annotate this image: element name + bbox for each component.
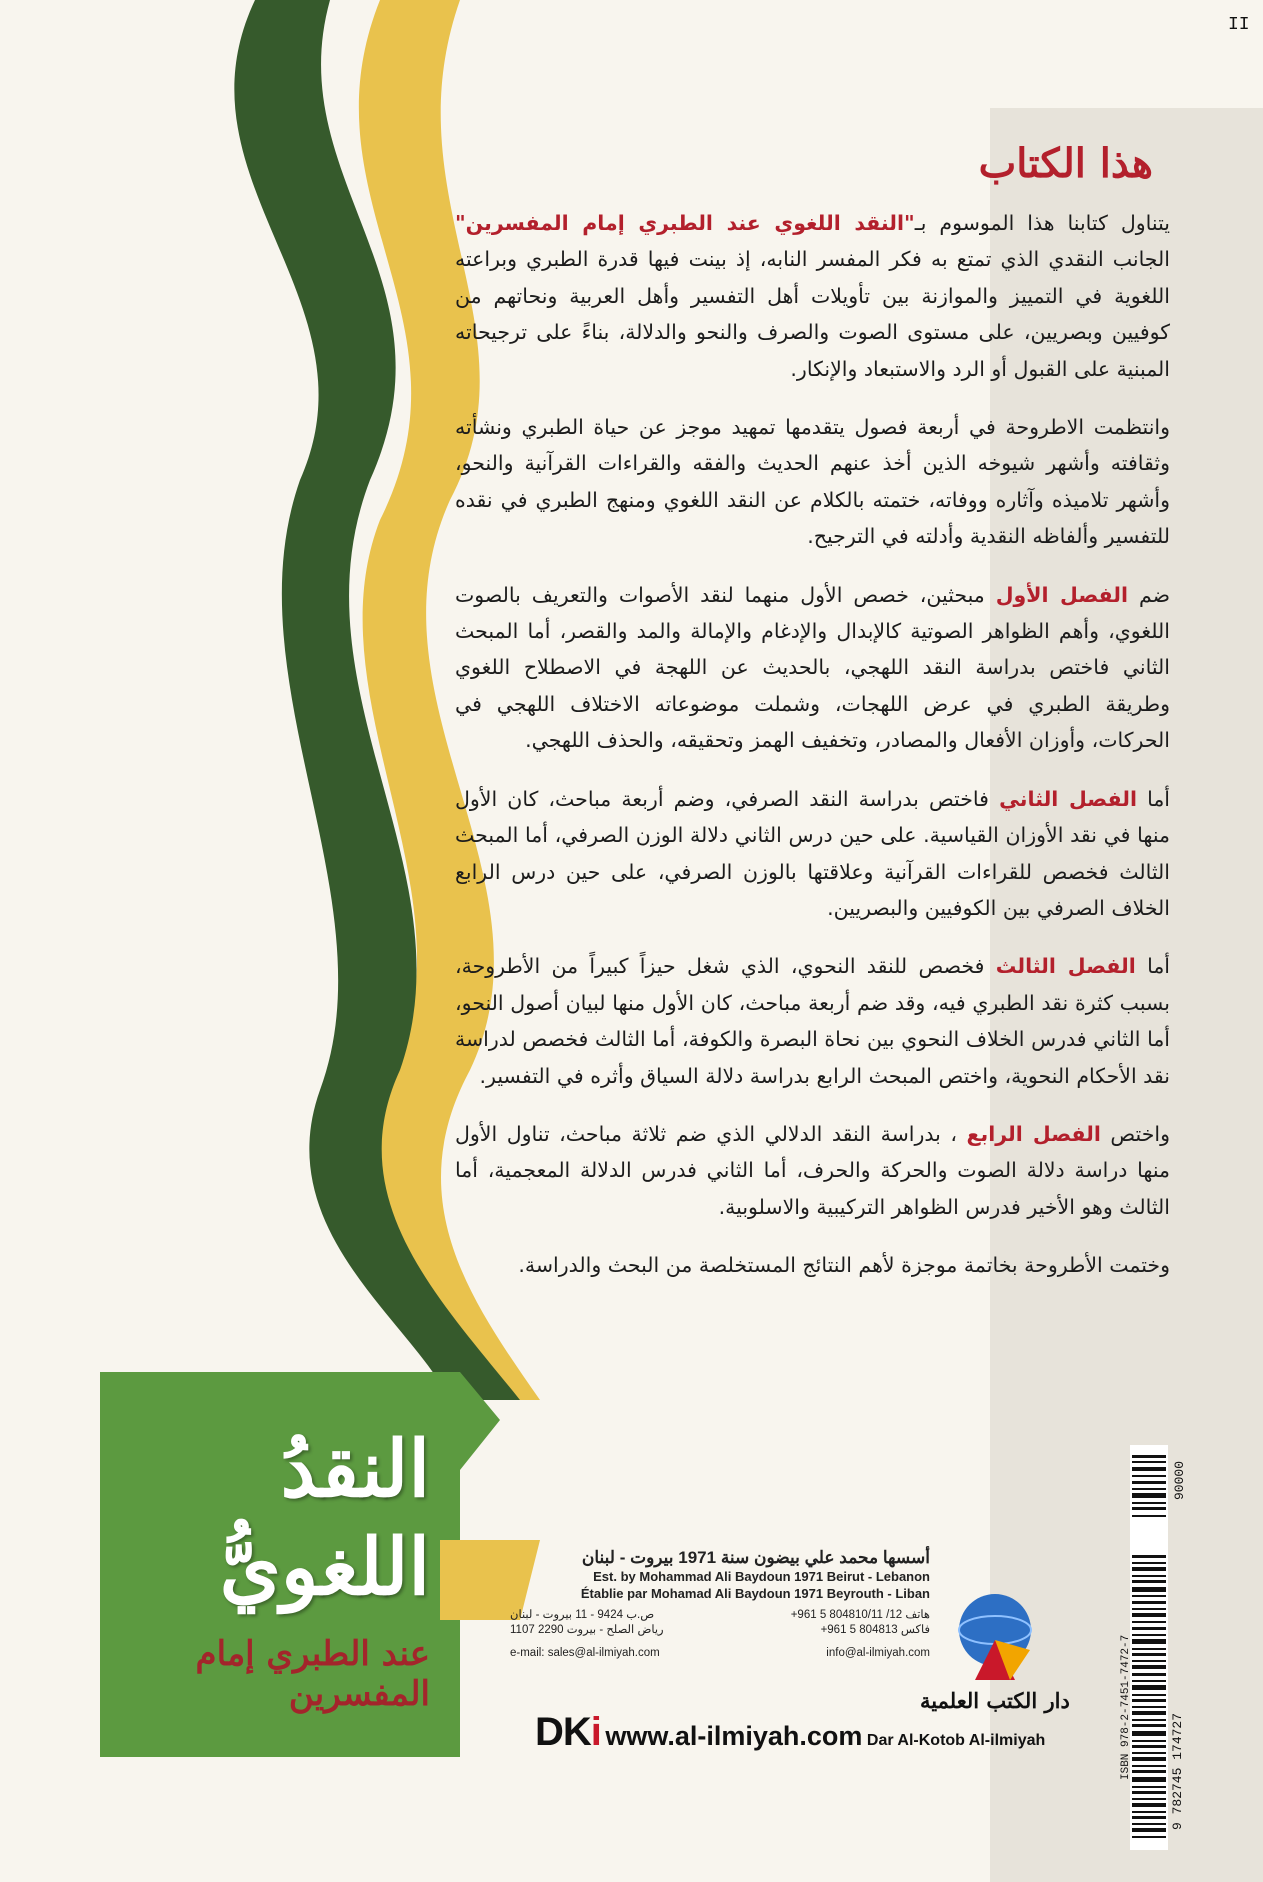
founded-french: Établie par Mohamad Ali Baydoun 1971 Beyrouth - Liban: [580, 1586, 930, 1601]
publisher-brand-row: [535, 1710, 1045, 1755]
paragraph-2: وانتظمت الاطروحة في أربعة فصول يتقدمها تمهيد موجز عن حياة الطبري ونشأته وثقافته وأشهر شيوخه الذين أخذ عنهم الحديث والفقه والقراءات القرآنية والنحو، وأشهر تلاميذه وآثاره ووفاته، ختمته بالكلام عن النقد اللغوي ومنهج الطبري في نقده للتفسير وألفاظه النقدية وأدلته في الترجيح.: [455, 415, 1170, 549]
barcode: [1130, 1445, 1168, 1850]
barcode-digits: 9 782745 174727: [1170, 1712, 1185, 1830]
street-address: رياض الصلح - بيروت 2290 1107: [510, 1624, 664, 1636]
po-box: ص.ب 9424 - 11 بيروت - لبنان: [510, 1609, 655, 1621]
paragraph-7: وختمت الأطروحة بخاتمة موجزة لأهم النتائج المستخلصة من البحث والدراسة.: [518, 1253, 1170, 1278]
paragraph-4: أما الفصل الثاني فاختص بدراسة النقد الصرفي، وضم أربعة مباحث، كان الأول منها في نقد الأوزان القياسية. على حين درس الثاني دلالة الوزن الصرفي، أما المبحث الثالث فخصص للقراءات القرآنية وعلاقتها بالوزن الصرفي، على حين درس الرابع الخلاف الصرفي بين الكوفيين والبصريين.: [455, 786, 1170, 920]
founded-english: Est. by Mohammad Ali Baydoun 1971 Beirut - Lebanon: [593, 1569, 930, 1584]
publisher-info: [510, 1548, 930, 1661]
corner-mark: II: [1228, 15, 1250, 35]
fax-number: فاكس 804813 5 961+: [820, 1624, 930, 1636]
paragraph-5: أما الفصل الثالث فخصص للنقد النحوي، الذي شغل حيزاً كبيراً من الأطروحة، بسبب كثرة نقد الطبري فيه، وقد ضم أربعة مباحث، كان الأول منها لبيان أصول النحو، أما الثاني فدرس الخلاف النحوي بين نحاة البصرة والكوفة، أما الثالث فخصص لدراسة نقد الأحكام النحوية، واختص المبحث الرابع بدراسة دلالة السياق وأثره في التفسير.: [455, 954, 1170, 1088]
section-heading: هذا الكتاب: [978, 140, 1153, 187]
info-email: info@al-ilmiyah.com: [826, 1647, 930, 1659]
isbn-number: ISBN 978-2-7451-7472-7: [1120, 1634, 1132, 1780]
book-title-box: [100, 1372, 460, 1757]
title-line-1: النقدُ: [280, 1424, 430, 1515]
description-text: [455, 205, 1170, 1306]
email-address: e-mail: sales@al-ilmiyah.com: [510, 1647, 660, 1659]
founded-arabic: أسسها محمد علي بيضون سنة 1971 بيروت - لبنان: [581, 1548, 930, 1567]
title-line-2: اللغويُّ: [219, 1522, 430, 1613]
publisher-name-arabic: دار الكتب العلمية: [920, 1688, 1070, 1713]
dki-logo-i-icon: i: [590, 1710, 601, 1754]
globe-logo-icon: [935, 1590, 1055, 1680]
contact-row-1: [510, 1608, 930, 1623]
publisher-name-english: Dar Al-Kotob Al-ilmiyah: [866, 1732, 1046, 1749]
dki-logo: DK: [535, 1710, 591, 1754]
contact-row-3: [510, 1646, 930, 1661]
website-url[interactable]: www.al-ilmiyah.com: [605, 1721, 863, 1751]
contact-row-2: [510, 1623, 930, 1638]
phone-number: هاتف 12/ 804810/11 5 961+: [790, 1609, 930, 1621]
paragraph-1: يتناول كتابنا هذا الموسوم بـ"النقد اللغوي عند الطبري إمام المفسرين" الجانب النقدي الذي تمتع به فكر المفسر النابه، إذ بينت فيها قدرة الطبري وبراعته اللغوية في التمييز والموازنة بين تأويلات أهل التفسير وأهل العربية ونحاتهم من كوفيين وبصريين، على مستوى الصوت والصرف والنحو والدلالة، بناءً على ترجيحاته المبنية على القبول أو الرد والاستبعاد والإنكار.: [455, 211, 1170, 381]
paragraph-6: واختص الفصل الرابع ، بدراسة النقد الدلالي الذي ضم ثلاثة مباحث، تناول الأول منها دراسة دلالة الصوت والحركة والحرف، أما الثاني فدرس الدلالة المعجمية، أما الثالث وهو الأخير فدرس الظواهر التركيبية والاسلوبية.: [455, 1121, 1170, 1219]
title-subtitle: عند الطبري إمام المفسرين: [195, 1634, 430, 1714]
barcode-addon: 90000: [1172, 1460, 1187, 1500]
paragraph-3: ضم الفصل الأول مبحثين، خصص الأول منهما لنقد الأصوات والتعريف بالصوت اللغوي، وأهم الظواهر الصوتية كالإبدال والإدغام والإمالة والمد والقصر، أما المبحث الثاني فاختص بدراسة النقد اللهجي، بالحديث عن اللهجة في الاصطلاح اللغوي وطريقة الطبري في عرض اللهجات، وشملت موضوعاته الاختلاف اللهجي في الحركات، وأوزان الأفعال والمصادر، وتخفيف الهمز وتحقيقه، والحذف اللهجي.: [455, 582, 1171, 753]
